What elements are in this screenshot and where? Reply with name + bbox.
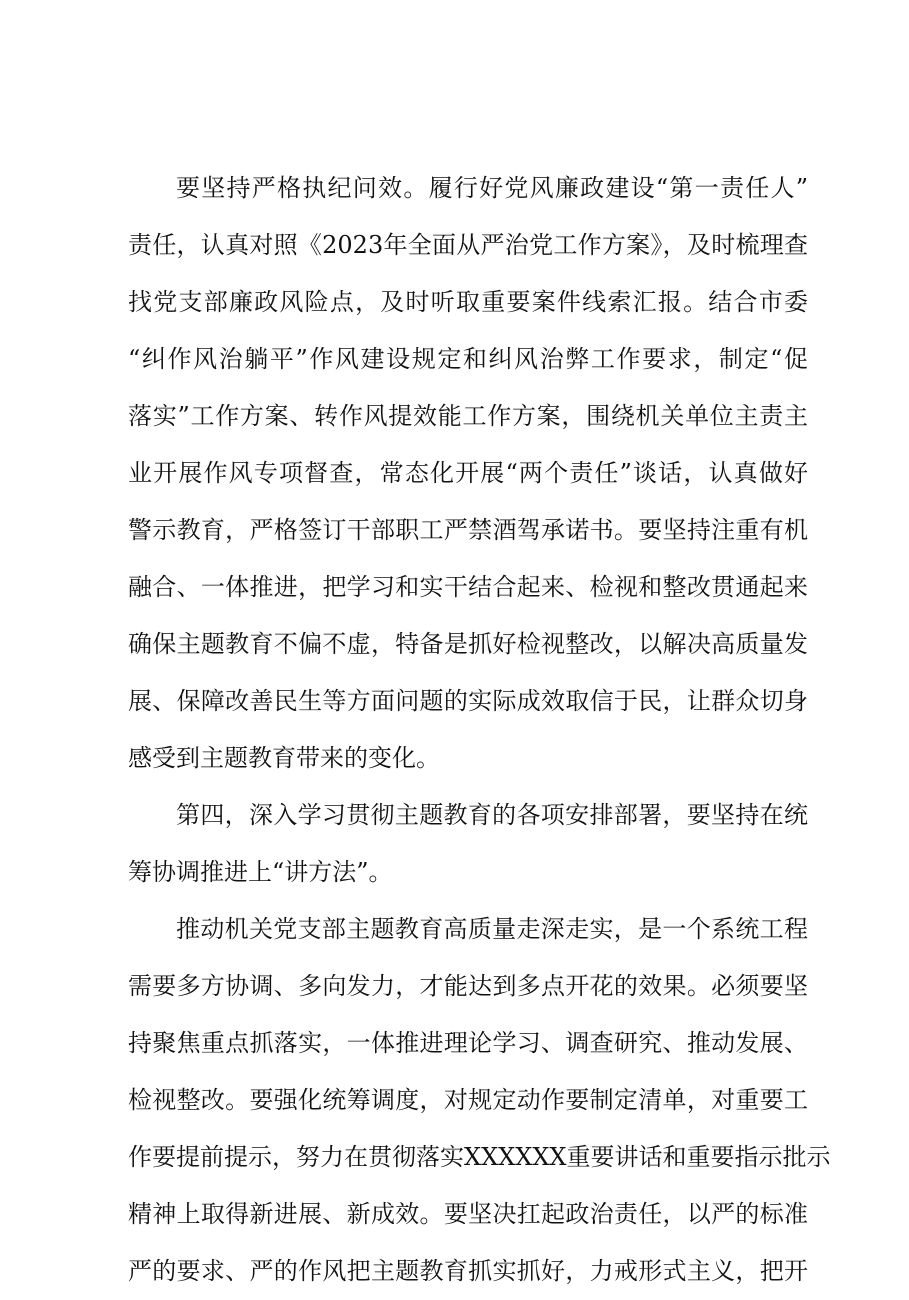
text-line-4: “纠作风治躺平”作风建设规定和纠风治弊工作要求，制定“促 bbox=[128, 345, 808, 373]
text-line-7: 警示教育，严格签订干部职工严禁酒驾承诺书。要坚持注重有机 bbox=[128, 516, 808, 544]
text-line-18: 作要提前提示，努力在贯彻落实XXXXXX重要讲话和重要指示批示 bbox=[128, 1143, 831, 1171]
text-line-2: 责任，认真对照《2023年全面从严治党工作方案》，及时梳理查 bbox=[128, 231, 808, 259]
text-line-10: 展、保障改善民生等方面问题的实际成效取信于民，让群众切身 bbox=[128, 687, 808, 715]
text-line-8: 融合、一体推进，把学习和实干结合起来、检视和整改贯通起来 bbox=[128, 573, 808, 601]
text-line-5: 落实”工作方案、转作风提效能工作方案，围绕机关单位主责主 bbox=[128, 402, 808, 430]
text-line-19: 精神上取得新进展、新成效。要坚决扛起政治责任，以严的标准 bbox=[128, 1200, 808, 1228]
text-line-11: 感受到主题教育带来的变化。 bbox=[128, 744, 440, 772]
text-line-17: 检视整改。要强化统筹调度，对规定动作要制定清单，对重要工 bbox=[128, 1086, 808, 1114]
text-line-12: 第四，深入学习贯彻主题教育的各项安排部署，要坚持在统 bbox=[176, 801, 808, 829]
body-text bbox=[128, 160, 831, 1300]
text-line-6: 业开展作风专项督查，常态化开展“两个责任”谈话，认真做好 bbox=[128, 459, 808, 487]
text-line-20: 严的要求、严的作风把主题教育抓实抓好，力戒形式主义，把开 bbox=[128, 1257, 808, 1285]
text-line-3: 找党支部廉政风险点，及时听取重要案件线索汇报。结合市委 bbox=[128, 288, 808, 316]
text-line-13: 筹协调推进上“讲方法”。 bbox=[128, 858, 393, 886]
text-line-9: 确保主题教育不偏不虚，特备是抓好检视整改，以解决高质量发 bbox=[128, 630, 808, 658]
text-line-14: 推动机关党支部主题教育高质量走深走实，是一个系统工程 bbox=[176, 915, 808, 943]
text-line-1: 要坚持严格执纪问效。履行好党风廉政建设“第一责任人” bbox=[176, 174, 808, 202]
text-line-15: 需要多方协调、多向发力，才能达到多点开花的效果。必须要坚 bbox=[128, 972, 808, 1000]
text-line-16: 持聚焦重点抓落实，一体推进理论学习、调查研究、推动发展、 bbox=[128, 1029, 808, 1057]
